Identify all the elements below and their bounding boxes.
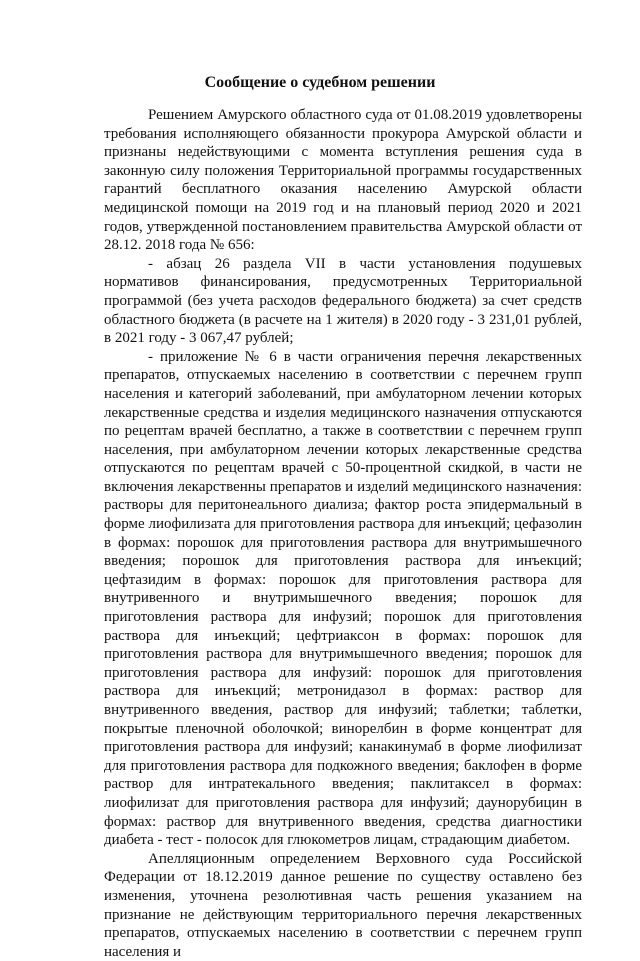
- paragraph-decision: Решением Амурского областного суда от 01.08.2019 удовлетворены требования исполняющего обязанности прокурора Амурской области и признаны недействующими с момента вступления решения суда в законную силу положения Территориальной программы государственных гарантий бесплатного оказания населению Амурской области медицинской помощи на 2019 год и на плановый период 2020 и 2021 годов, утвержденной постановлением правительства Амурской области от 28.12. 2018 года № 656:: [104, 107, 582, 254]
- paragraph-item-financing: - абзац 26 раздела VII в части установления подушевых нормативов финансирования, предусмотренных Территориальной программой (без учета расходов федерального бюджета) за счет средств областного бюджета (в расчете на 1 жителя) в 2020 году - 3 231,01 рублей, в 2021 году - 3 067,47 рублей;: [104, 255, 582, 347]
- paragraph-appeal: Апелляционным определением Верховного суда Российской Федерации от 18.12.2019 данное решение по существу оставлено без изменения, уточнена резолютивная часть решения указанием на признание не действующим территориального перечня лекарственных препаратов, отпускаемых населению в соответствии с перечнем групп населения и: [104, 850, 582, 960]
- paragraph-item-appendix-6: - приложение № 6 в части ограничения перечня лекарственных препаратов, отпускаемых населению в соответствии с перечнем групп населения и категорий заболеваний, при амбулаторном лечении которых лекарственные средства и изделия медицинского назначения отпускаются по рецептам врачей бесплатно, а также в соответствии с перечнем групп населения, при амбулаторном лечении которых лекарственные средства отпускаются по рецептам врачей с 50-процентной скидкой, в части не включения лекарственны препаратов и изделий медицинского назначения: растворы для перитонеального диализа; фактор роста эпидермальный в форме лиофилизата для приготовления раствора для инъекций; цефазолин в формах: порошок для приготовления раствора для внутримышечного введения; порошок для приготовления раствора для инъекций; цефтазидим в формах: порошок для приготовления раствора для внутривенного и внутримышечного введения; порошок для приготовления раствора для инфузий; порошок для приготовления раствора для инъекций; цефтриаксон в формах: порошок для приготовления раствора для внутримышечного введения; порошок для приготовления раствора для инфузий: порошок для приготовления раствора для инъекций; метронидазол в формах: раствор для внутривенного введения, раствор для инфузий; таблетки; таблетки, покрытые пленочной оболочкой; винорелбин в форме концентрат для приготовления раствора для инфузий; канакинумаб в форме лиофилизат для приготовления раствора для подкожного введения; баклофен в форме раствор для интратекального введения; паклитаксел в формах: лиофилизат для приготовления раствора для инфузий; даунорубицин в формах: раствор для внутривенного введения, средства диагностики диабета - тест - полосок для глюкометров лицам, страдающим диабетом.: [104, 348, 582, 849]
- document-title: Сообщение о судебном решении: [204, 74, 436, 91]
- document-body: [104, 106, 582, 961]
